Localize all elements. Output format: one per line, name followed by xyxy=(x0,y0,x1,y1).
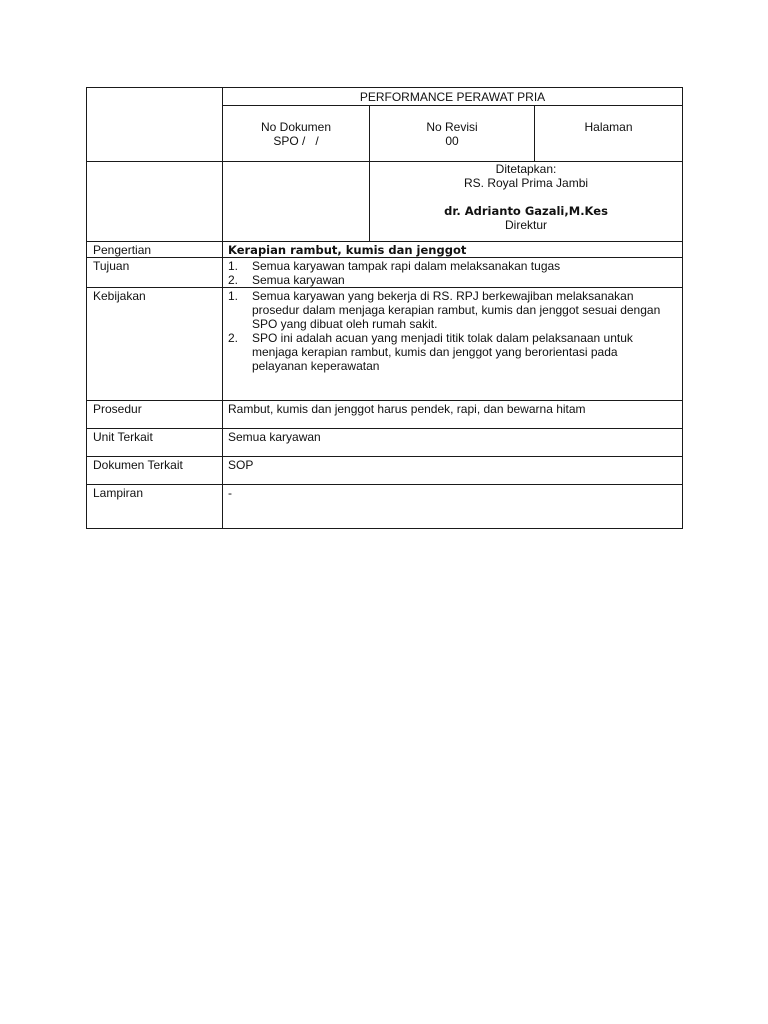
halaman-cell xyxy=(535,106,683,162)
approval-cell xyxy=(370,162,683,242)
tujuan-content xyxy=(223,258,683,288)
unit-terkait-label: Unit Terkait xyxy=(87,429,223,457)
dokumen-terkait-text: SOP xyxy=(223,457,683,485)
institution-name: RS. Royal Prima Jambi xyxy=(464,176,589,190)
spo-document-table xyxy=(86,87,683,529)
list-item xyxy=(228,331,663,373)
signer-title: Direktur xyxy=(505,218,548,232)
list-item xyxy=(228,259,677,273)
list-number: 1. xyxy=(228,289,239,303)
logo-cell xyxy=(87,88,223,162)
halaman-label: Halaman xyxy=(584,120,633,134)
list-text: Semua karyawan yang bekerja di RS. RPJ berkewajiban melaksanakan prosedur dalam menjaga kerapian rambut, kumis dan jenggot sesuai dengan SPO yang dibuat oleh rumah sakit. xyxy=(252,289,661,331)
empty-middle-cell xyxy=(223,162,370,242)
no-revisi-label: No Revisi xyxy=(426,120,478,134)
document-title: PERFORMANCE PERAWAT PRIA xyxy=(223,88,683,106)
pengertian-text: Kerapian rambut, kumis dan jenggot xyxy=(223,242,683,258)
list-number: 2. xyxy=(228,331,239,345)
prosedur-text: Rambut, kumis dan jenggot harus pendek, rapi, dan bewarna hitam xyxy=(223,401,683,429)
no-dokumen-cell xyxy=(223,106,370,162)
no-dokumen-label: No Dokumen xyxy=(260,120,332,134)
tujuan-label: Tujuan xyxy=(87,258,223,288)
no-dokumen-value: SPO / / xyxy=(273,134,319,148)
lampiran-label: Lampiran xyxy=(87,485,223,529)
dokumen-terkait-label: Dokumen Terkait xyxy=(87,457,223,485)
list-text: Semua karyawan tampak rapi dalam melaksanakan tugas xyxy=(252,259,561,273)
signer-name: dr. Adrianto Gazali,M.Kes xyxy=(444,204,608,218)
unit-terkait-text: Semua karyawan xyxy=(223,429,683,457)
ditetapkan-label: Ditetapkan: xyxy=(495,162,557,176)
list-text: SPO ini adalah acuan yang menjadi titik tolak dalam pelaksanaan untuk menjaga kerapian rambut, kumis dan jenggot yang berorientasi pada pelayanan keperawatan xyxy=(252,331,633,373)
empty-left-cell xyxy=(87,162,223,242)
kebijakan-content xyxy=(223,288,683,401)
list-item xyxy=(228,273,677,287)
list-item xyxy=(228,289,663,331)
no-revisi-value: 00 xyxy=(445,134,459,148)
kebijakan-label: Kebijakan xyxy=(87,288,223,401)
kebijakan-list xyxy=(228,289,677,373)
lampiran-text: - xyxy=(223,485,683,529)
list-number: 2. xyxy=(228,273,239,287)
list-text: Semua karyawan xyxy=(252,273,345,287)
tujuan-list xyxy=(228,259,677,287)
no-revisi-cell xyxy=(370,106,535,162)
prosedur-label: Prosedur xyxy=(87,401,223,429)
pengertian-label: Pengertian xyxy=(87,242,223,258)
list-number: 1. xyxy=(228,259,239,273)
